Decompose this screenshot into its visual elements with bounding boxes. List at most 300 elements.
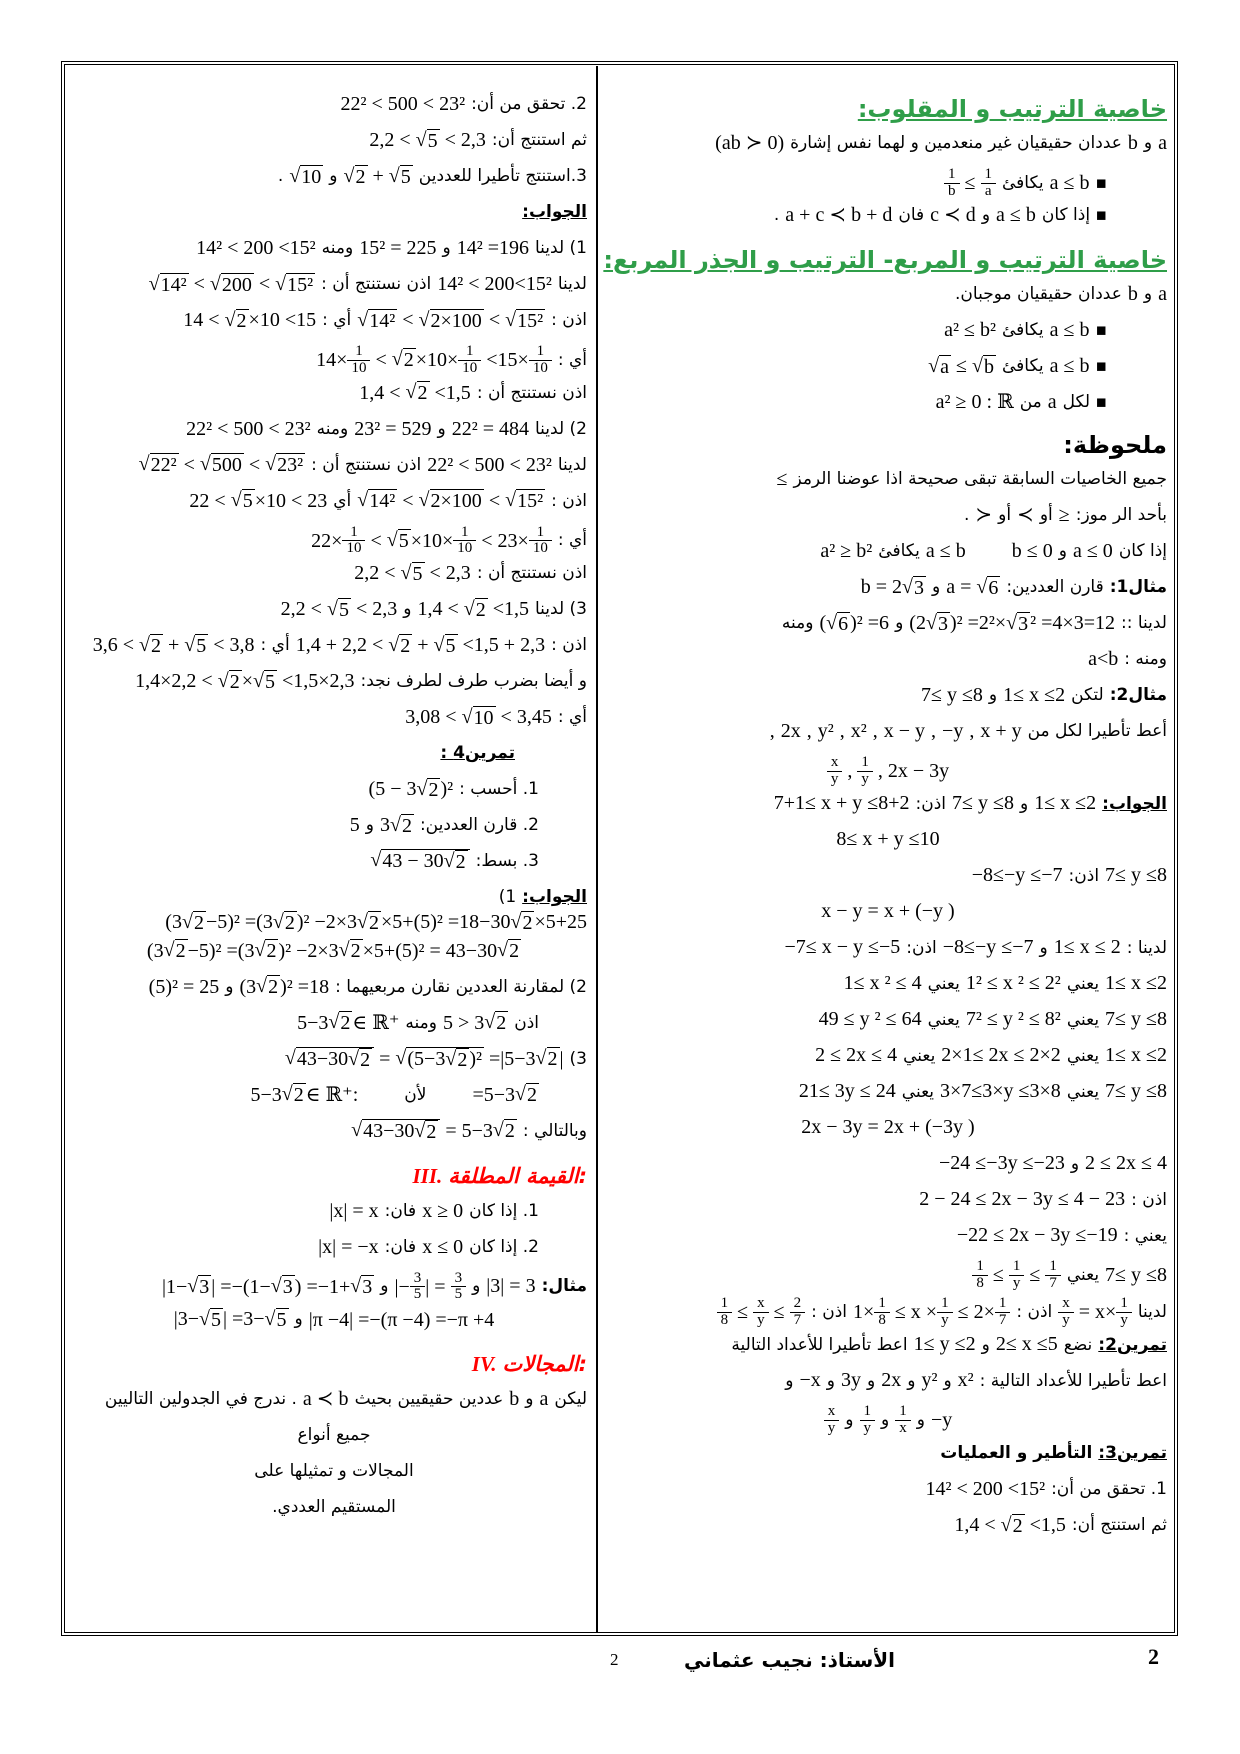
radicand: 2	[403, 349, 414, 372]
arabic-text: 3)	[569, 1048, 587, 1069]
radical-sign-icon: √	[505, 489, 517, 512]
fraction-numerator: 1	[350, 523, 358, 540]
fraction	[347, 344, 370, 377]
math-expression: ∈ ℝ⁺	[352, 1011, 400, 1034]
math-expression: )² =6	[850, 612, 890, 635]
math-group	[369, 777, 454, 801]
math-expression: 3,08 <	[405, 706, 462, 729]
radicand	[296, 1047, 374, 1072]
math-expression: |1−	[162, 1275, 188, 1298]
fraction-numerator: x	[830, 753, 839, 770]
arabic-text: اذن نستنتج أن :	[476, 563, 587, 584]
math-expression: <15×	[481, 348, 529, 371]
radicand: 2	[400, 634, 411, 657]
text-line	[78, 200, 590, 232]
section-heading	[78, 1161, 590, 1193]
text-line	[78, 1495, 590, 1527]
math-expression: 7≤ y ≤8	[1105, 1264, 1167, 1287]
column-left	[78, 88, 590, 1531]
math-group	[944, 167, 996, 200]
square-root	[444, 850, 468, 874]
arabic-text: أو	[1039, 505, 1053, 526]
arabic-text: وبالتالي :	[522, 1120, 587, 1141]
text-line	[606, 282, 1170, 314]
math-expression: 2×1≤ 2x ≤ 2×2	[941, 1044, 1061, 1067]
math-expression: |3−	[173, 1308, 199, 1331]
square-root	[390, 814, 414, 838]
math-group	[1058, 1296, 1132, 1329]
math-expression: 7≤ y ≤8	[1105, 864, 1167, 887]
arabic-text: 2. تحقق من أن:	[471, 94, 587, 115]
fraction-denominator: y	[937, 1312, 953, 1329]
math-expression: (3	[146, 939, 164, 962]
arabic-text: أو	[998, 505, 1012, 526]
fraction	[1116, 1296, 1132, 1329]
square-root	[182, 911, 206, 935]
arabic-text: يعني	[903, 1045, 936, 1066]
arabic-text: ▪	[1095, 320, 1107, 341]
math-expression: 3×7≤3×y ≤3×8	[940, 1080, 1061, 1103]
fraction-denominator: b	[944, 183, 960, 200]
math-expression: 22 <	[189, 489, 231, 512]
radical-sign-icon: √	[148, 272, 160, 295]
arabic-text: 3. بسط:	[475, 851, 539, 872]
fraction-denominator: 5	[451, 1286, 467, 1303]
text-line	[78, 777, 542, 809]
radicand: 2	[355, 165, 366, 188]
radical-sign-icon: √	[826, 611, 838, 634]
math-expression: 1≤ x ≤2	[1105, 972, 1167, 995]
arabic-text: لتكن	[1071, 685, 1104, 706]
radical-sign-icon: √	[461, 705, 473, 728]
text-line	[78, 1423, 590, 1455]
text-line	[606, 1368, 1170, 1400]
square-root	[200, 453, 244, 477]
math-expression: ≺	[1017, 503, 1034, 526]
math-expression: −8≤−y ≤−7	[942, 936, 1034, 959]
radicand: 15²	[517, 309, 544, 332]
radicand: 2	[401, 814, 412, 837]
math-expression: −y	[930, 1409, 953, 1432]
text-line	[606, 131, 1170, 163]
math-expression: | =	[425, 1275, 451, 1298]
fraction-denominator: y	[824, 1420, 840, 1437]
arabic-text: و	[294, 1309, 303, 1330]
arabic-text: اذن	[514, 1012, 539, 1033]
arabic-text: و	[1143, 132, 1153, 153]
math-expression: ≤	[1024, 1264, 1046, 1287]
text-line	[78, 1047, 590, 1079]
radicand: 200	[221, 273, 252, 296]
radicand: 2	[284, 911, 295, 934]
math-group	[149, 272, 316, 296]
radical-sign-icon: √	[256, 975, 268, 998]
radical-sign-icon: √	[230, 489, 242, 512]
text-line	[606, 503, 1170, 535]
square-root	[149, 273, 189, 297]
math-expression: ×5+25	[534, 911, 587, 934]
math-expression: a ≤ b	[1049, 171, 1090, 194]
radicand: 2	[293, 1084, 304, 1107]
radical-sign-icon: √	[351, 1118, 363, 1141]
arabic-text: اذن:	[906, 937, 937, 958]
math-expression: (5−3	[407, 1047, 446, 1070]
fraction-denominator: y	[860, 1420, 876, 1437]
math-expression: 5 > 3	[442, 1011, 485, 1034]
math-group	[369, 128, 486, 152]
radical-sign-icon: √	[386, 528, 398, 551]
math-expression: 49 ≤ y ² ≤ 64	[818, 1008, 922, 1031]
text-line	[78, 975, 590, 1007]
arabic-text: 3) لدينا	[534, 599, 587, 620]
arabic-text: 2. إذا كان	[469, 1236, 539, 1257]
math-group	[297, 1011, 399, 1035]
radical-sign-icon: √	[209, 272, 221, 295]
math-expression: a	[539, 1388, 549, 1411]
arabic-text: و	[437, 418, 446, 439]
math-expression: 1≤ x ≤ 2	[1053, 936, 1121, 959]
fraction-numerator: 1	[466, 343, 474, 359]
math-group	[285, 1047, 564, 1072]
fraction	[342, 525, 365, 558]
square-root	[282, 1083, 306, 1107]
arabic-text: و	[981, 1334, 990, 1355]
math-expression: b = 2	[860, 576, 902, 599]
arabic-text: 2) لدينا	[534, 418, 587, 439]
radicand: 2	[417, 382, 428, 405]
math-expression: )² =18	[280, 975, 330, 998]
square-root	[902, 576, 926, 600]
arabic-text: ▪ لكل	[1062, 392, 1107, 413]
arabic-text: و	[1039, 937, 1048, 958]
math-expression: 7≤ y ≤8	[1105, 1008, 1167, 1031]
square-root	[926, 612, 950, 636]
math-group	[344, 164, 413, 188]
text-line	[606, 318, 1110, 350]
arabic-text: يعني	[901, 1081, 935, 1102]
square-root	[328, 1011, 352, 1035]
math-expression: a ≤ b	[1049, 355, 1090, 378]
radical-sign-icon: √	[405, 381, 417, 404]
radical-sign-icon: √	[505, 308, 517, 331]
math-expression: |π −4| =−(π −4) =−π +4	[308, 1308, 495, 1331]
radicand: 2	[229, 670, 240, 693]
arabic-text: تمرين3:	[1098, 1443, 1167, 1464]
math-expression: 14 <	[183, 309, 225, 332]
arabic-text: و	[472, 1276, 481, 1297]
radicand: 5	[276, 1308, 287, 1331]
square-root	[357, 489, 397, 513]
math-expression: 3,6 <	[92, 634, 139, 657]
arabic-text: لدينا ::	[1120, 613, 1167, 634]
arabic-text: يعني	[1066, 1009, 1100, 1030]
math-expression: <	[397, 309, 419, 332]
arabic-text: 1)	[498, 887, 517, 908]
arabic-text: يعني :	[1123, 1225, 1167, 1246]
math-expression: 3y	[841, 1369, 861, 1392]
math-expression: a =	[946, 576, 977, 599]
arabic-text: تمرين4 :	[440, 743, 515, 764]
math-expression: 5−3	[250, 1083, 282, 1106]
math-expression: 1,4 <	[954, 1514, 1001, 1537]
arabic-text: لدينا	[1137, 1301, 1167, 1322]
math-expression: 1≤ y ≤2	[913, 1333, 976, 1356]
radicand: 3	[913, 576, 924, 599]
fraction-numerator: 1	[861, 753, 869, 770]
math-group	[380, 813, 414, 837]
math-group	[183, 308, 316, 332]
square-root	[231, 489, 255, 513]
radicand: 2	[340, 1012, 351, 1035]
fraction	[824, 1404, 840, 1437]
math-expression: b ≤ 0	[1011, 539, 1053, 562]
text-line	[606, 935, 1170, 967]
radicand: 2	[150, 634, 161, 657]
text-line	[606, 791, 1170, 823]
radicand: 2	[1012, 1514, 1023, 1537]
arabic-text: ثم استنتج أن:	[491, 130, 587, 151]
radical-sign-icon: √	[139, 633, 150, 656]
arabic-text: و	[895, 613, 904, 634]
arabic-text: اذن:	[915, 793, 947, 814]
arabic-text: تمرين2:	[1098, 1334, 1167, 1355]
text-line	[606, 1477, 1170, 1509]
square-root	[419, 489, 484, 513]
text-line	[78, 128, 590, 160]
arabic-text: الجواب:	[1102, 793, 1167, 814]
math-group	[359, 381, 471, 405]
math-expression: ,	[872, 719, 878, 742]
arabic-text: و	[329, 166, 338, 187]
math-expression: a² ≤ b²	[944, 319, 996, 342]
math-expression: =	[374, 1047, 396, 1070]
math-group	[472, 1083, 539, 1107]
square-root	[285, 1047, 374, 1072]
math-expression: 2,2 <	[280, 598, 327, 621]
radicand: 2	[496, 1012, 507, 1035]
text-line	[606, 683, 1170, 715]
arabic-text: يعني	[927, 1009, 960, 1030]
arabic-text: ▪ إذا كان	[1041, 205, 1107, 226]
math-expression: )² −2×3	[296, 911, 358, 934]
arabic-text: ومنه	[781, 613, 814, 634]
math-expression: = 5−3	[440, 1119, 493, 1142]
math-expression: −5)² =(3	[187, 939, 255, 962]
math-expression: )²	[440, 778, 454, 801]
fraction-numerator: x	[827, 1403, 836, 1420]
math-expression: |	[559, 1047, 564, 1070]
arabic-text: و	[380, 1276, 389, 1297]
square-root	[265, 453, 305, 477]
text-line	[78, 1083, 542, 1115]
math-expression: =5−3	[472, 1083, 516, 1106]
math-expression: 1≤ x ² ≤ 4	[843, 972, 922, 995]
math-expression: 7≤ y ≤8	[952, 792, 1014, 815]
radical-sign-icon: √	[264, 1307, 276, 1330]
arabic-text: 1. تحقق من أن:	[1051, 1479, 1167, 1500]
math-expression: ≻	[975, 503, 993, 526]
fraction	[895, 1404, 911, 1437]
arabic-text: و	[365, 815, 374, 836]
fraction	[451, 1271, 467, 1304]
radicand: 2	[509, 940, 520, 963]
math-expression: ≤	[776, 467, 788, 490]
square-root	[370, 849, 469, 874]
math-group	[296, 633, 545, 657]
square-root	[416, 129, 440, 153]
math-expression: 1≤ x ≤2	[1105, 1044, 1167, 1067]
radical-sign-icon: √	[217, 669, 229, 692]
math-expression: ,	[806, 719, 812, 742]
arabic-text: ▪	[1095, 356, 1107, 377]
radicand: 15²	[287, 273, 314, 296]
arabic-text: جميع الخاصيات السابقة تبقى صحيحة اذا عوضنا الرمز	[793, 469, 1167, 490]
arabic-text: . ندرج في الجدولين التاليين	[104, 1389, 297, 1410]
math-expression: −5)² =(3	[205, 911, 273, 934]
math-expression: 7² ≤ y ² ≤ 8²	[965, 1008, 1061, 1031]
radicand: 5	[338, 598, 349, 621]
arabic-text: ومنه	[405, 1012, 437, 1033]
square-root	[445, 1048, 469, 1072]
math-expression: 14×	[316, 348, 348, 371]
page-number-center: 2	[610, 1650, 619, 1669]
text-line	[606, 1259, 1170, 1292]
square-root	[273, 911, 297, 935]
arabic-text: اذن:	[1068, 865, 1100, 886]
fraction-numerator: 1	[976, 1258, 984, 1275]
arabic-text: يكافئ	[1002, 356, 1044, 377]
radicand: 2	[522, 911, 533, 934]
radicand: 2	[236, 309, 247, 332]
text-line	[606, 827, 1170, 859]
square-root	[1006, 612, 1030, 636]
square-root	[210, 273, 254, 297]
text-line	[606, 539, 1170, 571]
text-line	[78, 525, 590, 558]
math-expression: 1×	[853, 1300, 875, 1323]
math-expression: a + c ≺ b + d	[785, 204, 893, 227]
footer-teacher-name: الأستاذ: نجيب عثماني	[684, 1648, 896, 1672]
arabic-text: خاصية الترتيب و المربع- الترتيب و الجذر المربع:	[603, 246, 1167, 275]
page-number-right: 2	[1148, 1644, 1159, 1669]
math-expression: a	[1047, 391, 1057, 414]
arabic-text: و	[881, 1410, 890, 1431]
fraction-numerator: 1	[998, 1294, 1007, 1311]
math-group	[946, 575, 1000, 599]
math-expression: x + y	[980, 719, 1022, 742]
math-expression: 21≤ 3y ≤ 24	[798, 1080, 896, 1103]
fraction-denominator: 10	[347, 360, 370, 377]
fraction-denominator: x	[895, 1420, 911, 1437]
math-expression: (5)² = 25	[148, 975, 220, 998]
math-expression: | =3−	[222, 1308, 265, 1331]
text-line	[78, 633, 590, 665]
math-expression: ≤ x ×	[889, 1300, 938, 1323]
arabic-text: 2. قارن العددين:	[419, 815, 539, 836]
radicand: 15²	[517, 490, 544, 513]
text-line	[606, 1079, 1170, 1111]
text-line	[78, 1307, 590, 1339]
arabic-text: اذن نستنتج أن :	[321, 274, 432, 295]
math-expression: x²	[850, 719, 867, 742]
square-root	[497, 939, 521, 963]
fraction	[1058, 1296, 1074, 1329]
fraction	[937, 1296, 953, 1329]
radical-sign-icon: √	[972, 354, 983, 377]
square-root	[510, 911, 534, 935]
square-root	[184, 634, 208, 658]
fraction	[790, 1296, 806, 1329]
math-expression: c ≺ d	[930, 204, 976, 227]
fraction-denominator: y	[1116, 1312, 1132, 1329]
text-line	[78, 1459, 590, 1491]
fraction	[874, 1296, 890, 1329]
arabic-text: ومنه :	[1124, 649, 1167, 670]
text-line	[78, 813, 542, 845]
radicand: 2	[426, 1120, 437, 1143]
fraction-numerator: 1	[461, 523, 469, 540]
arabic-text: يعني	[927, 973, 960, 994]
text-line	[78, 597, 590, 629]
fraction	[860, 1404, 876, 1437]
math-group	[93, 633, 255, 657]
arabic-text: مثال:	[541, 1276, 587, 1297]
math-expression: a ≤ b	[996, 204, 1036, 227]
math-expression: <1,5	[429, 381, 471, 404]
square-root	[462, 706, 496, 730]
math-group	[443, 1011, 508, 1035]
text-line	[78, 453, 590, 485]
math-expression: 43 − 30	[382, 850, 444, 872]
text-line	[606, 719, 1170, 751]
math-expression: ×10 < 23	[254, 489, 328, 512]
arabic-text: أي :	[322, 310, 352, 331]
math-expression: )²	[469, 1047, 482, 1070]
math-expression: y²	[817, 719, 834, 742]
fraction-denominator: y	[857, 771, 873, 788]
fraction	[717, 1296, 733, 1329]
square-root	[327, 598, 351, 622]
math-expression: a ≺ b	[302, 1388, 349, 1411]
math-expression: 3	[379, 814, 390, 837]
text-line	[606, 1441, 1170, 1473]
text-line	[606, 1007, 1170, 1039]
arabic-text: قارن العددين:	[1006, 577, 1104, 598]
math-expression: 5	[349, 814, 360, 836]
radical-sign-icon: √	[484, 1011, 496, 1034]
square-root	[357, 309, 397, 333]
arabic-text: ملحوظة:	[1063, 431, 1167, 460]
text-line	[78, 1011, 542, 1043]
math-expression: x ≤ 0	[422, 1235, 464, 1258]
radicand: 5	[445, 634, 456, 657]
math-expression: a ≤ b	[925, 539, 966, 562]
arabic-text: أي :	[557, 530, 587, 551]
math-expression: 22×	[311, 529, 343, 552]
fraction-numerator: 1	[536, 343, 545, 359]
math-expression: a² ≥ b²	[820, 539, 873, 562]
column-right	[603, 84, 1170, 1549]
math-expression: <	[370, 348, 392, 371]
math-expression: | =−(1−	[211, 1275, 271, 1298]
square-root	[505, 309, 545, 333]
arabic-text: و	[1143, 284, 1153, 305]
math-expression: 7≤ y ≤8	[1105, 1080, 1167, 1103]
text-line	[606, 647, 1170, 679]
math-expression: 14² < 200<15²	[437, 273, 552, 295]
radical-sign-icon: √	[492, 1119, 504, 1142]
square-root	[256, 975, 280, 999]
